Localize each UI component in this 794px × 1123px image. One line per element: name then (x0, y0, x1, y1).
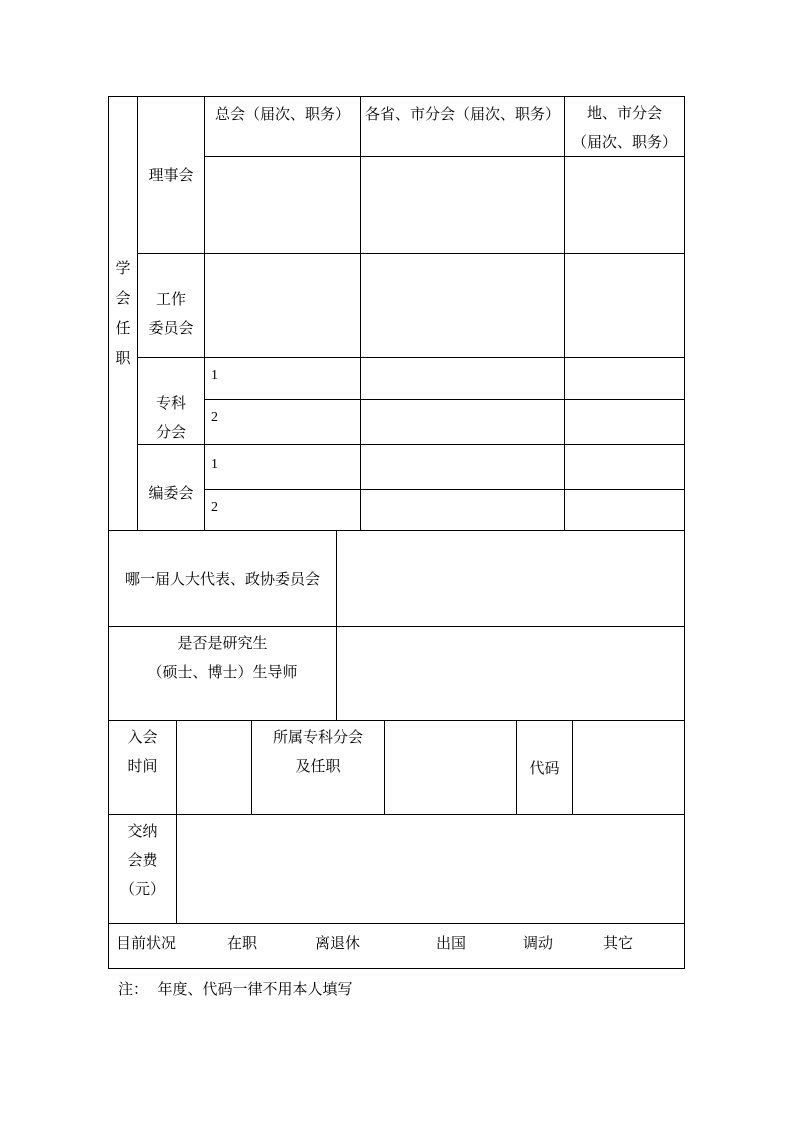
editorial-row-number-2: 2 (211, 500, 218, 515)
row-label-specialty-branch: 专科 分会 (155, 394, 186, 441)
divider (137, 357, 685, 358)
congress-label: 哪一届人大代表、政协委员会 (124, 570, 320, 588)
specialty-role-field[interactable] (385, 721, 516, 814)
membership-fee-label: 交纳 会费 （元） (119, 822, 165, 898)
council-local-field[interactable] (565, 157, 684, 253)
border-bottom (108, 968, 685, 969)
header-general-society: 总会（届次、职务） (214, 105, 350, 123)
status-option-abroad[interactable]: 出国 (436, 934, 467, 952)
status-label: 目前状况 (116, 934, 177, 952)
editorial-row-number-1: 1 (211, 457, 218, 472)
membership-fee-field[interactable] (177, 815, 684, 923)
divider (204, 399, 685, 400)
specialty-role-label: 所属专科分会 及任职 (272, 728, 363, 775)
border-right (684, 96, 685, 969)
row-label-work-committee: 工作 委员会 (148, 290, 194, 337)
specialty-row-number-2: 2 (211, 410, 218, 425)
status-option-other[interactable]: 其它 (603, 934, 634, 952)
header-provincial-branch: 各省、市分会（届次、职务） (364, 105, 560, 123)
specialty-row-number-1: 1 (211, 368, 218, 383)
code-label: 代码 (529, 759, 560, 777)
divider (137, 253, 685, 254)
status-option-transferred[interactable]: 调动 (523, 934, 554, 952)
code-field[interactable] (573, 721, 684, 814)
council-provincial-field[interactable] (361, 157, 564, 253)
congress-field[interactable] (337, 531, 684, 626)
row-label-editorial-board: 编委会 (148, 484, 194, 502)
divider (137, 444, 685, 445)
status-option-employed[interactable]: 在职 (227, 934, 258, 952)
join-time-label: 入会 时间 (127, 728, 158, 775)
row-label-council: 理事会 (148, 166, 194, 184)
section-title-society-roles: 学 会 任 职 (115, 259, 131, 367)
divider (108, 923, 685, 924)
council-general-field[interactable] (205, 157, 360, 253)
status-option-retired[interactable]: 离退休 (315, 934, 361, 952)
footnote: 注： 年度、代码一律不用本人填写 (118, 980, 353, 998)
supervisor-label: 是否是研究生 （硕士、博士）生导师 (147, 634, 298, 681)
header-local-branch: 地、市分会 （届次、职务） (571, 104, 677, 151)
join-time-field[interactable] (177, 721, 251, 814)
supervisor-field[interactable] (337, 627, 684, 720)
divider (204, 489, 685, 490)
